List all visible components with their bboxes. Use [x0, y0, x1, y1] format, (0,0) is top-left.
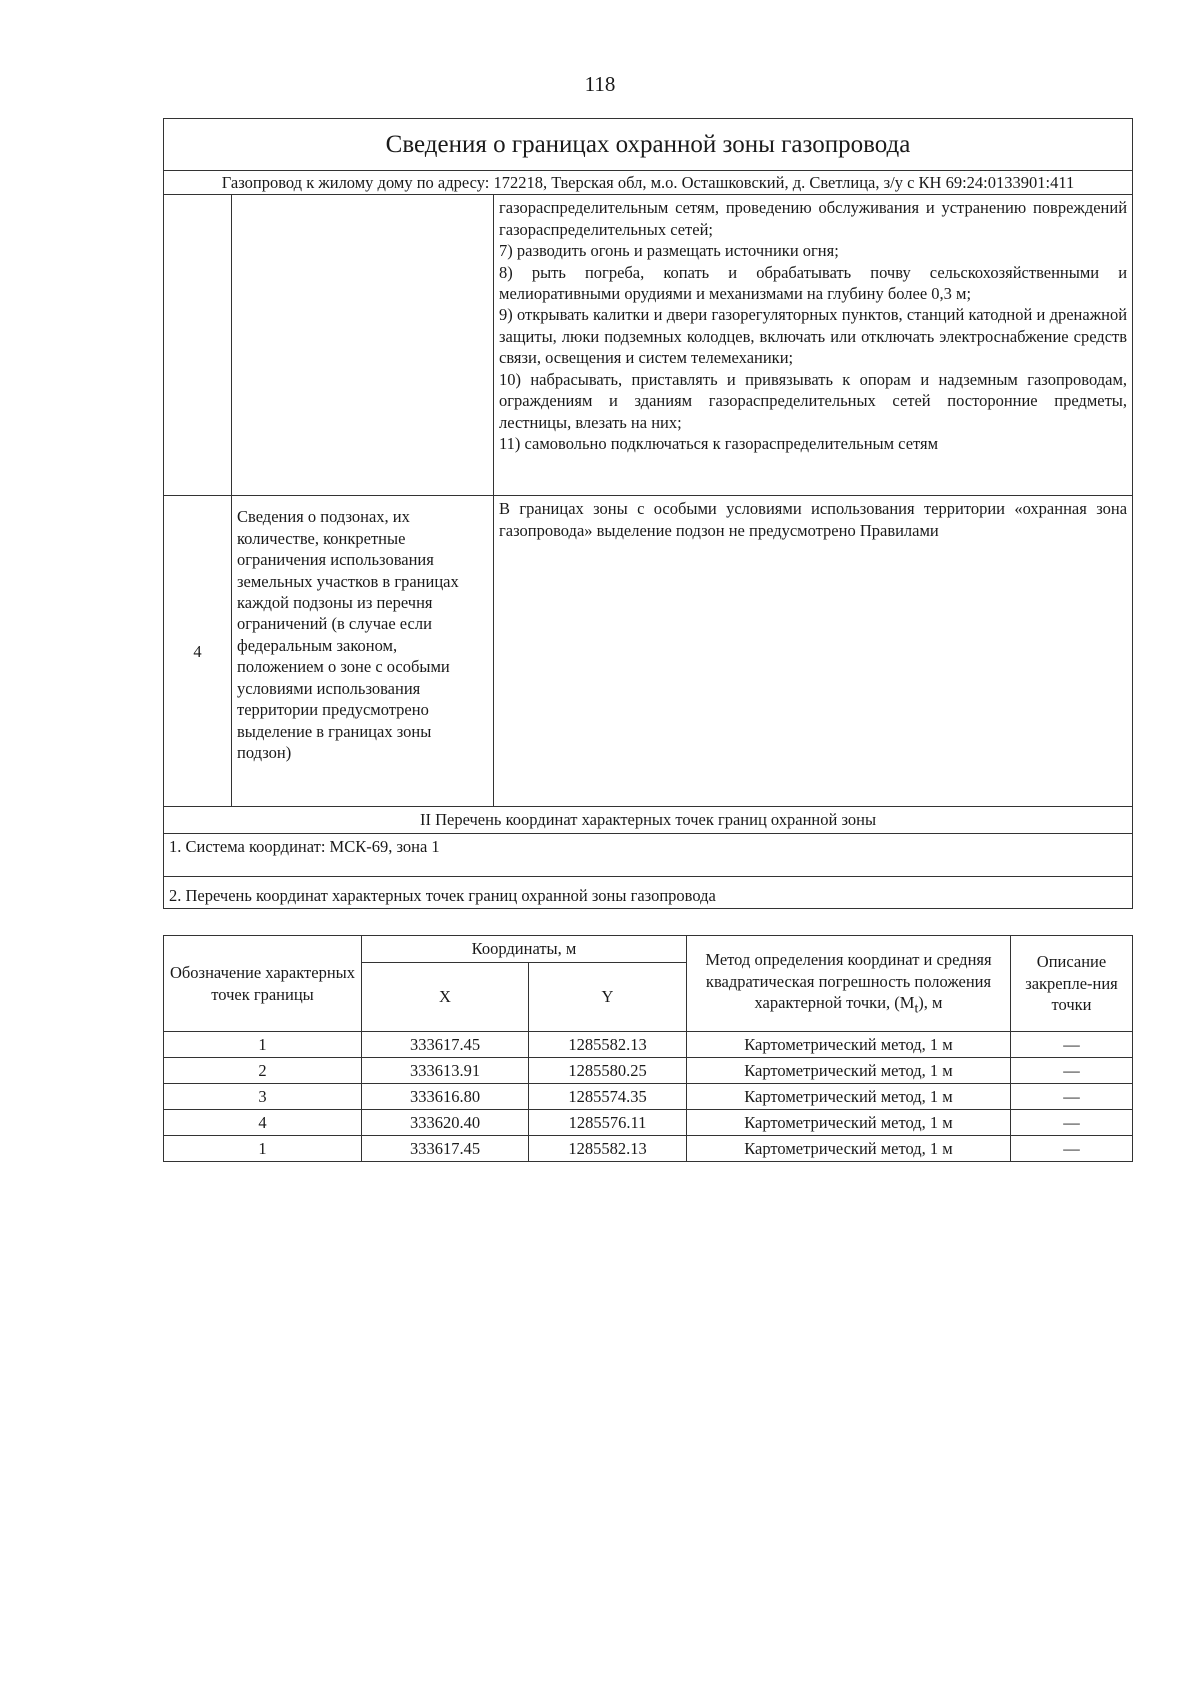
header-method-tail: ), м [918, 993, 943, 1013]
table-row [164, 1136, 1133, 1162]
point-number: 1 [164, 1032, 362, 1058]
empty-number-cell [164, 195, 232, 496]
coord-x: 333617.45 [362, 1136, 529, 1162]
coordinates-section-title: II Перечень координат характерных точек границ охранной зоны [164, 807, 1133, 833]
description: — [1011, 1032, 1133, 1058]
coord-y: 1285582.13 [529, 1032, 687, 1058]
subtitle-row [164, 170, 1133, 195]
coordinate-system: 1. Система координат: МСК-69, зона 1 [164, 833, 1133, 876]
header-x: X [362, 963, 529, 1032]
subzones-value: В границах зоны с особыми условиями использования территории «охранная зона газопровода» выделение подзон не предусмотрено Правилами [494, 496, 1133, 807]
table-row [164, 1058, 1133, 1084]
coord-y: 1285574.35 [529, 1084, 687, 1110]
header-method-text: Метод определения координат и средняя квадратическая погрешность положения характерной точки, (M [705, 950, 992, 1013]
coordinates-list-title: 2. Перечень координат характерных точек границ охранной зоны газопровода [164, 876, 1133, 908]
restriction-item: газораспределительным сетям, проведению обслуживания и устранению повреждений газораспределительных сетей; [499, 198, 1128, 239]
method: Картометрический метод, 1 м [687, 1136, 1011, 1162]
point-number: 2 [164, 1058, 362, 1084]
point-number: 1 [164, 1136, 362, 1162]
continuation-row [164, 195, 1133, 496]
restriction-item: 11) самовольно подключаться к газораспределительным сетям [499, 434, 939, 454]
method: Картометрический метод, 1 м [687, 1032, 1011, 1058]
row-number: 4 [164, 496, 232, 807]
coordinates-table [163, 935, 1133, 1162]
document-subtitle: Газопровод к жилому дому по адресу: 172218, Тверская обл, м.о. Осташковский, д. Светлица, з/у с КН 69:24:0133901:411 [164, 170, 1133, 195]
method: Картометрический метод, 1 м [687, 1084, 1011, 1110]
header-y: Y [529, 963, 687, 1032]
method: Картометрический метод, 1 м [687, 1058, 1011, 1084]
coord-x: 333613.91 [362, 1058, 529, 1084]
coord-y: 1285576.11 [529, 1110, 687, 1136]
title-row [164, 119, 1133, 171]
table-row [164, 1084, 1133, 1110]
section-title-row [164, 807, 1133, 833]
restriction-item: 9) открывать калитки и двери газорегуляторных пунктов, станций катодной и дренажной защиты, люки подземных колодцев, включать или отключать электроснабжение средств связи, освещения и систем телемеханики; [499, 305, 1128, 368]
page-number: 118 [584, 72, 616, 96]
restrictions-continuation [494, 195, 1133, 496]
coord-y: 1285582.13 [529, 1136, 687, 1162]
description: — [1011, 1084, 1133, 1110]
coord-x: 333617.45 [362, 1032, 529, 1058]
table-row [164, 1032, 1133, 1058]
restriction-item: 10) набрасывать, приставлять и привязывать к опорам и надземным газопроводам, ограждениям и зданиям газораспределительных сетей посторонние предметы, лестницы, влезать на них; [499, 369, 1128, 432]
document-title: Сведения о границах охранной зоны газопровода [164, 119, 1133, 171]
header-method [687, 936, 1011, 1032]
list-title-row [164, 876, 1133, 908]
zone-info-table [163, 118, 1133, 909]
point-number: 3 [164, 1084, 362, 1110]
subzones-row [164, 496, 1133, 807]
subzones-label: Сведения о подзонах, их количестве, конкретные ограничения использования земельных участков в границах каждой подзоны из перечня ограничений (в случае если федеральным законом, положением о зоне с особыми условиями использования территории предусмотрено выделение в границах зоны подзон) [232, 496, 494, 807]
header-method-subscript: t [914, 1000, 919, 1016]
header-point: Обозначение характерных точек границы [164, 936, 362, 1032]
header-description: Описание закрепле-ния точки [1011, 936, 1133, 1032]
restriction-item: 8) рыть погреба, копать и обрабатывать почву сельскохозяйственными и мелиоративными орудиями и механизмами на глубину более 0,3 м; [499, 262, 1128, 304]
table-row [164, 1110, 1133, 1136]
coord-x: 333620.40 [362, 1110, 529, 1136]
point-number: 4 [164, 1110, 362, 1136]
description: — [1011, 1058, 1133, 1084]
restriction-item: 7) разводить огонь и размещать источники огня; [499, 241, 839, 261]
empty-label-cell [232, 195, 494, 496]
coord-system-row [164, 833, 1133, 876]
description: — [1011, 1110, 1133, 1136]
header-coordinates: Координаты, м [362, 936, 687, 963]
coord-x: 333616.80 [362, 1084, 529, 1110]
coord-y: 1285580.25 [529, 1058, 687, 1084]
method: Картометрический метод, 1 м [687, 1110, 1011, 1136]
description: — [1011, 1136, 1133, 1162]
coords-header-row [164, 936, 1133, 963]
